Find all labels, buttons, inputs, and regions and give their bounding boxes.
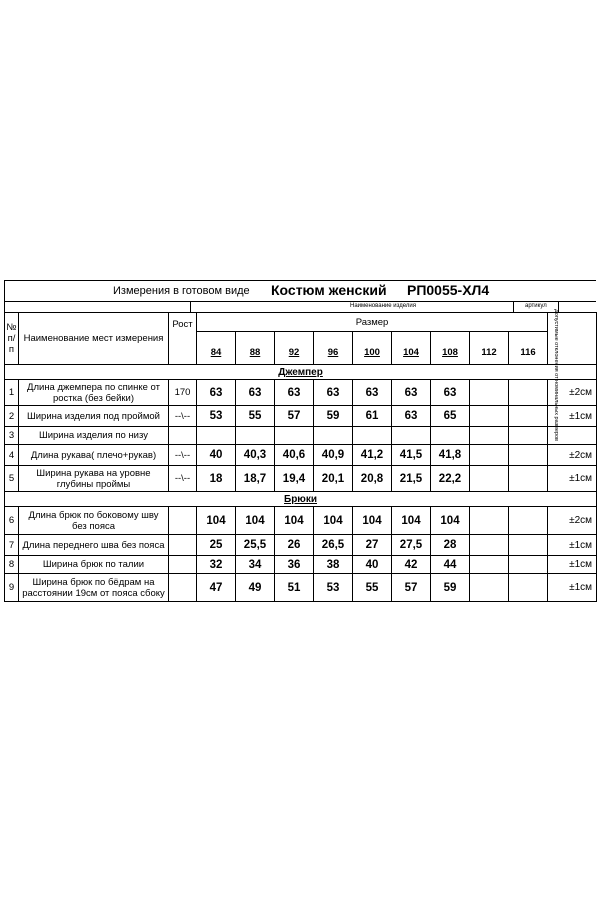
- value-cell: 32: [197, 556, 236, 574]
- row-height: [169, 507, 197, 535]
- row-number: 6: [5, 507, 19, 535]
- row-number: 3: [5, 427, 19, 445]
- table-row: [5, 535, 597, 556]
- value-cell: [470, 507, 509, 535]
- row-number: 1: [5, 380, 19, 406]
- value-cell: 49: [236, 574, 275, 602]
- row-number: 2: [5, 406, 19, 427]
- row-label: Длина брюк по боковому шву без пояса: [19, 507, 169, 535]
- value-cell: 26,5: [314, 535, 353, 556]
- value-cell: [470, 427, 509, 445]
- product-code: РП0055-ХЛ4: [407, 282, 490, 298]
- tolerance-cell: ±1см: [548, 535, 597, 556]
- value-cell: 21,5: [392, 466, 431, 492]
- tolerance-cell: ±1см: [548, 466, 597, 492]
- row-label: Длина переднего шва без пояса: [19, 535, 169, 556]
- value-cell: [392, 427, 431, 445]
- value-cell: 18: [197, 466, 236, 492]
- value-cell: 65: [431, 406, 470, 427]
- value-cell: 20,1: [314, 466, 353, 492]
- measurement-sheet: [4, 280, 596, 602]
- value-cell: [314, 427, 353, 445]
- value-cell: 63: [314, 380, 353, 406]
- table-row: [5, 574, 597, 602]
- value-cell: 104: [197, 507, 236, 535]
- value-cell: [470, 556, 509, 574]
- row-label: Ширина брюк по талии: [19, 556, 169, 574]
- product-name-caption: Наименование изделия: [350, 303, 416, 309]
- tolerance-cell: ±2см: [548, 445, 597, 466]
- value-cell: 42: [392, 556, 431, 574]
- value-cell: 40,3: [236, 445, 275, 466]
- value-cell: 104: [236, 507, 275, 535]
- row-number: 8: [5, 556, 19, 574]
- size-96: 96: [314, 332, 353, 365]
- value-cell: 63: [431, 380, 470, 406]
- value-cell: 55: [353, 574, 392, 602]
- tolerance-cell: ±1см: [548, 556, 597, 574]
- value-cell: 104: [431, 507, 470, 535]
- tolerance-cell: ±2см: [548, 507, 597, 535]
- value-cell: 104: [353, 507, 392, 535]
- size-116: 116: [509, 332, 548, 365]
- article-caption: артикул: [525, 303, 547, 309]
- value-cell: 104: [314, 507, 353, 535]
- table-row: [5, 427, 597, 445]
- table-row: [5, 445, 597, 466]
- value-cell: 63: [197, 380, 236, 406]
- value-cell: [509, 406, 548, 427]
- section-jumper-title: Джемпер: [5, 365, 597, 380]
- size-100: 100: [353, 332, 392, 365]
- row-label: Длина джемпера по спинке от ростка (без бейки): [19, 380, 169, 406]
- row-height: 170: [169, 380, 197, 406]
- value-cell: [470, 380, 509, 406]
- row-number: 9: [5, 574, 19, 602]
- value-cell: 53: [197, 406, 236, 427]
- measurements-table: [4, 308, 597, 602]
- size-92: 92: [275, 332, 314, 365]
- row-height: [169, 574, 197, 602]
- value-cell: 36: [275, 556, 314, 574]
- value-cell: 40,9: [314, 445, 353, 466]
- value-cell: [470, 574, 509, 602]
- row-height: --\--: [169, 466, 197, 492]
- value-cell: 51: [275, 574, 314, 602]
- value-cell: 25: [197, 535, 236, 556]
- value-cell: 57: [392, 574, 431, 602]
- row-number: 5: [5, 466, 19, 492]
- value-cell: [509, 445, 548, 466]
- section-jumper: [5, 365, 597, 380]
- size-108: 108: [431, 332, 470, 365]
- value-cell: 104: [392, 507, 431, 535]
- size-112: 112: [470, 332, 509, 365]
- title-bar: [4, 280, 596, 301]
- value-cell: [470, 535, 509, 556]
- table-row: [5, 466, 597, 492]
- column-place-header: Наименование мест измерения: [19, 313, 169, 365]
- value-cell: [275, 427, 314, 445]
- value-cell: 63: [353, 380, 392, 406]
- column-height-header: Рост: [169, 313, 197, 365]
- value-cell: [509, 574, 548, 602]
- value-cell: 104: [275, 507, 314, 535]
- value-cell: 55: [236, 406, 275, 427]
- value-cell: 63: [392, 380, 431, 406]
- value-cell: [470, 445, 509, 466]
- section-trousers: [5, 492, 597, 507]
- value-cell: 59: [431, 574, 470, 602]
- table-row: [5, 507, 597, 535]
- value-cell: 40,6: [275, 445, 314, 466]
- value-cell: 25,5: [236, 535, 275, 556]
- tolerance-cell: ±2см: [548, 380, 597, 406]
- column-number-header: № п/ п: [5, 313, 19, 365]
- value-cell: [431, 427, 470, 445]
- row-label: Ширина рукава на уровне глубины проймы: [19, 466, 169, 492]
- value-cell: 41,8: [431, 445, 470, 466]
- value-cell: [509, 380, 548, 406]
- row-height: [169, 427, 197, 445]
- table-row: [5, 406, 597, 427]
- value-cell: 38: [314, 556, 353, 574]
- value-cell: 34: [236, 556, 275, 574]
- value-cell: 28: [431, 535, 470, 556]
- value-cell: 26: [275, 535, 314, 556]
- value-cell: [470, 466, 509, 492]
- value-cell: 19,4: [275, 466, 314, 492]
- value-cell: [236, 427, 275, 445]
- tolerance-cell: ±1см: [548, 406, 597, 427]
- value-cell: 44: [431, 556, 470, 574]
- value-cell: 27: [353, 535, 392, 556]
- value-cell: [197, 427, 236, 445]
- value-cell: [509, 535, 548, 556]
- value-cell: [509, 427, 548, 445]
- value-cell: 61: [353, 406, 392, 427]
- value-cell: 18,7: [236, 466, 275, 492]
- value-cell: 22,2: [431, 466, 470, 492]
- value-cell: 53: [314, 574, 353, 602]
- value-cell: 27,5: [392, 535, 431, 556]
- section-trousers-title: Брюки: [5, 492, 597, 507]
- size-88: 88: [236, 332, 275, 365]
- value-cell: 63: [392, 406, 431, 427]
- value-cell: 47: [197, 574, 236, 602]
- tolerance-cell: ±1см: [548, 574, 597, 602]
- measurements-label: Измерения в готовом виде: [113, 285, 250, 297]
- row-number: 7: [5, 535, 19, 556]
- value-cell: [509, 507, 548, 535]
- row-height: [169, 535, 197, 556]
- value-cell: 20,8: [353, 466, 392, 492]
- value-cell: 40: [197, 445, 236, 466]
- value-cell: [509, 466, 548, 492]
- value-cell: [509, 556, 548, 574]
- caption-bar: [4, 301, 596, 312]
- row-height: --\--: [169, 445, 197, 466]
- row-label: Ширина изделия по низу: [19, 427, 169, 445]
- row-label: Длина рукава( плечо+рукав): [19, 445, 169, 466]
- tolerance-header: Допустимые отклонения от номинальных размеров: [548, 313, 597, 365]
- value-cell: 40: [353, 556, 392, 574]
- row-label: Ширина изделия под проймой: [19, 406, 169, 427]
- value-cell: 57: [275, 406, 314, 427]
- size-group-header: Размер: [197, 313, 548, 332]
- table-row: [5, 556, 597, 574]
- value-cell: [470, 406, 509, 427]
- size-104: 104: [392, 332, 431, 365]
- value-cell: 59: [314, 406, 353, 427]
- row-label: Ширина брюк по бёдрам на расстоянии 19см от пояса сбоку: [19, 574, 169, 602]
- row-height: [169, 556, 197, 574]
- value-cell: 63: [236, 380, 275, 406]
- value-cell: [353, 427, 392, 445]
- value-cell: 41,2: [353, 445, 392, 466]
- table-row: [5, 380, 597, 406]
- value-cell: 41,5: [392, 445, 431, 466]
- size-84: 84: [197, 332, 236, 365]
- value-cell: 63: [275, 380, 314, 406]
- product-name: Костюм женский: [271, 282, 387, 298]
- row-number: 4: [5, 445, 19, 466]
- row-height: --\--: [169, 406, 197, 427]
